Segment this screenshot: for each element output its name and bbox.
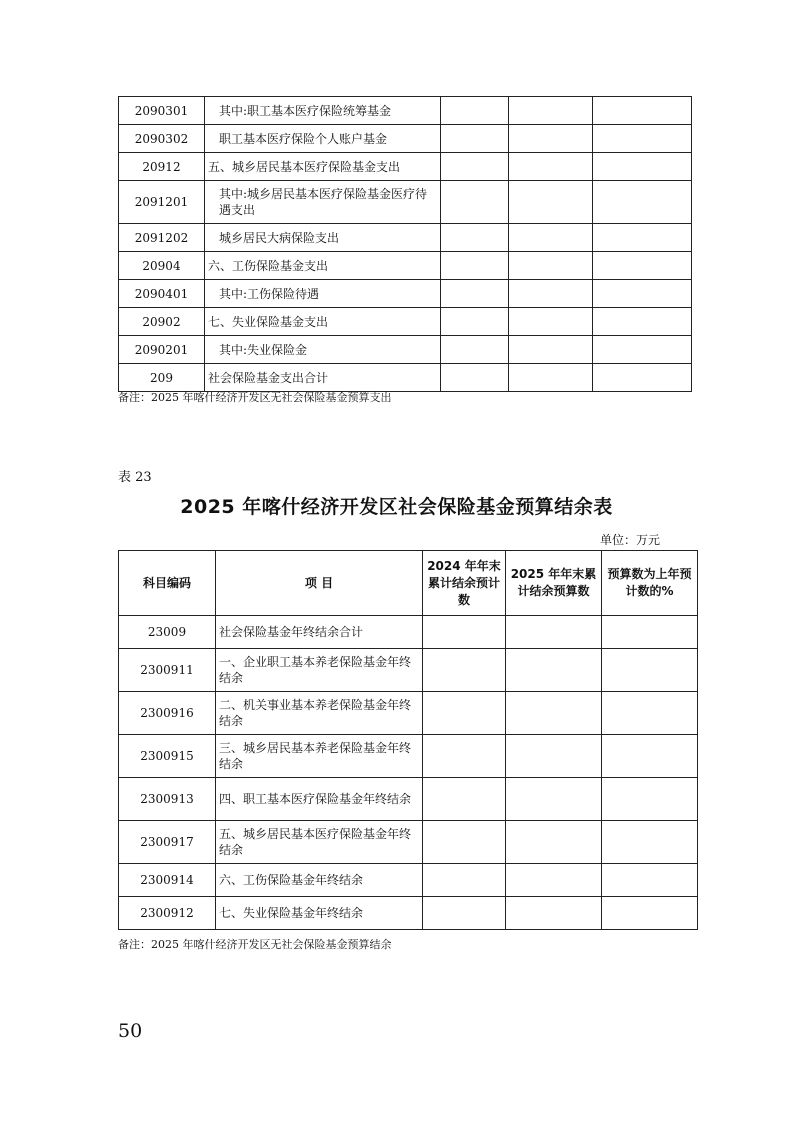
item-cell: 一、企业职工基本养老保险基金年终结余: [216, 649, 423, 692]
value-cell: [602, 735, 698, 778]
value-cell: [441, 364, 509, 392]
item-cell: 三、城乡居民基本养老保险基金年终结余: [216, 735, 423, 778]
value-cell: [593, 308, 692, 336]
value-cell: [506, 616, 602, 649]
item-cell: 二、机关事业基本养老保险基金年终结余: [216, 692, 423, 735]
table-row: [119, 616, 698, 649]
header-code: 科目编码: [119, 551, 216, 616]
table1-note: 备注：2025 年喀什经济开发区无社会保险基金预算支出: [118, 391, 392, 404]
header-ratio: 预算数为上年预计数的%: [602, 551, 698, 616]
item-cell: 其中:失业保险金: [205, 336, 441, 364]
page-number: 50: [118, 1020, 143, 1042]
table2-note: 备注：2025 年喀什经济开发区无社会保险基金预算结余: [118, 938, 392, 951]
value-cell: [593, 97, 692, 125]
item-cell: 城乡居民大病保险支出: [205, 224, 441, 252]
subject-code-cell: 2091201: [119, 181, 205, 224]
value-cell: [423, 864, 506, 897]
item-cell: 四、职工基本医疗保险基金年终结余: [216, 778, 423, 821]
table-title: 2025 年喀什经济开发区社会保险基金预算结余表: [180, 496, 613, 518]
value-cell: [509, 252, 593, 280]
table-row: [119, 692, 698, 735]
value-cell: [441, 280, 509, 308]
value-cell: [602, 778, 698, 821]
value-cell: [602, 649, 698, 692]
table-row: [119, 252, 692, 280]
value-cell: [509, 224, 593, 252]
table-row: [119, 864, 698, 897]
table-row: [119, 308, 692, 336]
value-cell: [593, 181, 692, 224]
subject-code-cell: 2091202: [119, 224, 205, 252]
value-cell: [593, 153, 692, 181]
table-row: [119, 181, 692, 224]
value-cell: [441, 224, 509, 252]
item-cell: 五、城乡居民基本医疗保险基金年终结余: [216, 821, 423, 864]
value-cell: [441, 153, 509, 181]
subject-code-cell: 2300916: [119, 692, 216, 735]
subject-code-cell: 2300914: [119, 864, 216, 897]
value-cell: [506, 778, 602, 821]
value-cell: [423, 897, 506, 930]
item-cell: 其中:工伤保险待遇: [205, 280, 441, 308]
value-cell: [506, 821, 602, 864]
subject-code-cell: 2090201: [119, 336, 205, 364]
value-cell: [423, 616, 506, 649]
table-row: [119, 336, 692, 364]
item-cell: 其中:城乡居民基本医疗保险基金医疗待遇支出: [205, 181, 441, 224]
table-row: [119, 735, 698, 778]
header-2025-budget: 2025 年年末累计结余预算数: [506, 551, 602, 616]
subject-code-cell: 2300912: [119, 897, 216, 930]
value-cell: [602, 821, 698, 864]
unit-label: 单位：万元: [600, 533, 661, 547]
value-cell: [441, 181, 509, 224]
value-cell: [509, 181, 593, 224]
value-cell: [593, 125, 692, 153]
value-cell: [593, 252, 692, 280]
subject-code-cell: 23009: [119, 616, 216, 649]
subject-code-cell: 2300913: [119, 778, 216, 821]
subject-code-cell: 2090302: [119, 125, 205, 153]
value-cell: [423, 692, 506, 735]
value-cell: [509, 280, 593, 308]
subject-code-cell: 20912: [119, 153, 205, 181]
item-cell: 职工基本医疗保险个人账户基金: [205, 125, 441, 153]
value-cell: [423, 821, 506, 864]
value-cell: [602, 616, 698, 649]
value-cell: [506, 649, 602, 692]
value-cell: [441, 252, 509, 280]
table-row: [119, 364, 692, 392]
table-row: [119, 821, 698, 864]
table-header-row: [119, 551, 698, 616]
value-cell: [506, 864, 602, 897]
value-cell: [441, 336, 509, 364]
table-row: [119, 778, 698, 821]
subject-code-cell: 20902: [119, 308, 205, 336]
table-row: [119, 153, 692, 181]
value-cell: [509, 308, 593, 336]
value-cell: [506, 692, 602, 735]
subject-code-cell: 2300911: [119, 649, 216, 692]
table-row: [119, 125, 692, 153]
item-cell: 社会保险基金支出合计: [205, 364, 441, 392]
table-row: [119, 649, 698, 692]
value-cell: [593, 224, 692, 252]
item-cell: 七、失业保险基金支出: [205, 308, 441, 336]
subject-code-cell: 2300917: [119, 821, 216, 864]
subject-code-cell: 2300915: [119, 735, 216, 778]
item-cell: 五、城乡居民基本医疗保险基金支出: [205, 153, 441, 181]
value-cell: [423, 649, 506, 692]
value-cell: [506, 897, 602, 930]
value-cell: [593, 280, 692, 308]
value-cell: [506, 735, 602, 778]
value-cell: [509, 336, 593, 364]
value-cell: [509, 153, 593, 181]
subject-code-cell: 209: [119, 364, 205, 392]
table-row: [119, 897, 698, 930]
item-cell: 社会保险基金年终结余合计: [216, 616, 423, 649]
item-cell: 其中:职工基本医疗保险统筹基金: [205, 97, 441, 125]
table-row: [119, 97, 692, 125]
value-cell: [602, 864, 698, 897]
subject-code-cell: 2090301: [119, 97, 205, 125]
value-cell: [441, 97, 509, 125]
value-cell: [602, 897, 698, 930]
value-cell: [423, 778, 506, 821]
value-cell: [593, 364, 692, 392]
value-cell: [441, 125, 509, 153]
item-cell: 七、失业保险基金年终结余: [216, 897, 423, 930]
item-cell: 六、工伤保险基金年终结余: [216, 864, 423, 897]
header-item: 项 目: [216, 551, 423, 616]
value-cell: [509, 364, 593, 392]
balance-table: [118, 550, 698, 930]
value-cell: [441, 308, 509, 336]
value-cell: [423, 735, 506, 778]
subject-code-cell: 2090401: [119, 280, 205, 308]
subject-code-cell: 20904: [119, 252, 205, 280]
header-2024-estimate: 2024 年年末累计结余预计数: [423, 551, 506, 616]
item-cell: 六、工伤保险基金支出: [205, 252, 441, 280]
expenditure-table-continued: [118, 96, 692, 392]
value-cell: [509, 97, 593, 125]
value-cell: [602, 692, 698, 735]
table-row: [119, 280, 692, 308]
table-row: [119, 224, 692, 252]
value-cell: [509, 125, 593, 153]
value-cell: [593, 336, 692, 364]
table-number: 表 23: [118, 470, 152, 485]
